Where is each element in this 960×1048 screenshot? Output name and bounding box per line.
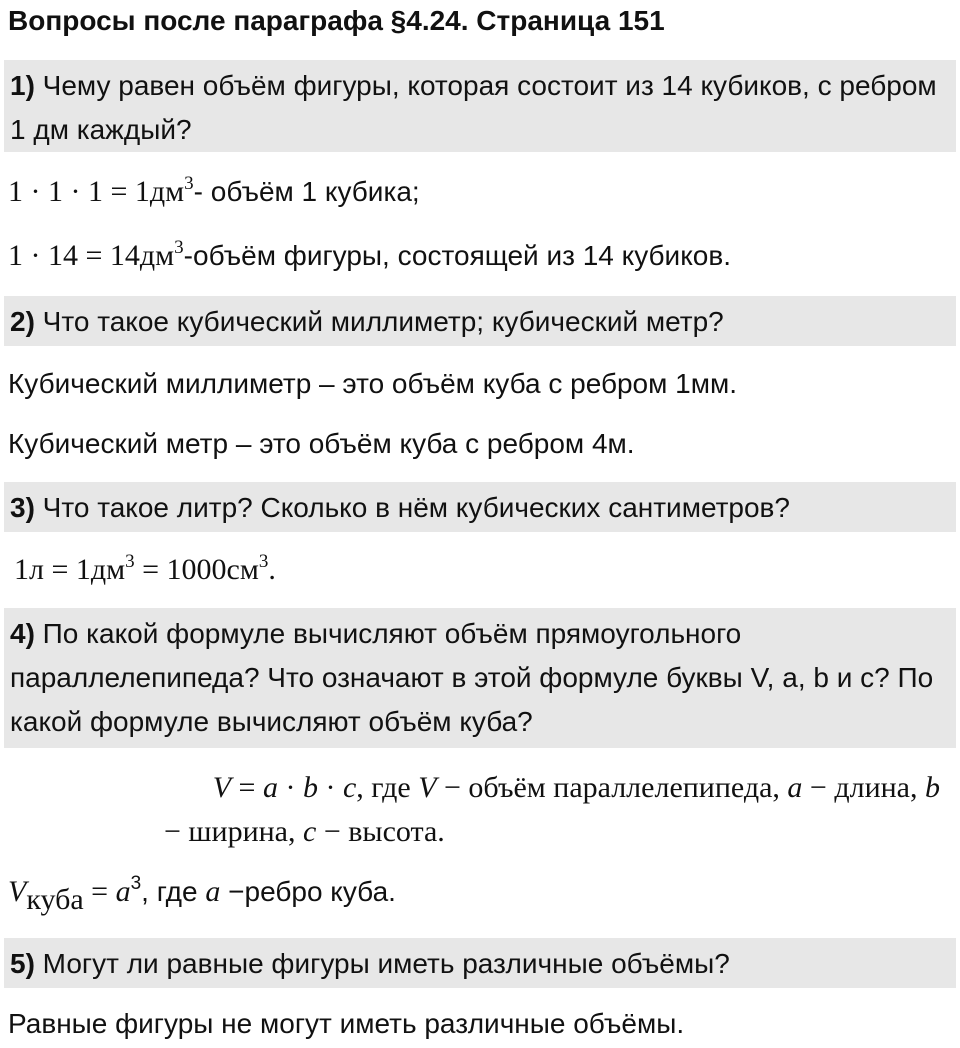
question-1 xyxy=(4,60,956,152)
question-text: Могут ли равные фигуры иметь различные объёмы? xyxy=(34,948,730,979)
question-number: 2) xyxy=(10,306,35,337)
question-2 xyxy=(4,296,956,346)
answer-2-line-2: Кубический метр – это объём куба с ребром 4м. xyxy=(8,428,635,459)
math-expression: $1 \cdot 14 = 14дм^3$ xyxy=(8,237,184,272)
answer-text: - объём 1 кубика; xyxy=(193,176,420,207)
question-5 xyxy=(4,938,956,988)
formula-row-2: − ширина, c − высота. xyxy=(164,815,445,848)
parallelepiped-volume-formula xyxy=(20,766,940,854)
answer-2-line-1: Кубический миллиметр – это объём куба с ребром 1мм. xyxy=(8,368,738,399)
answer-1-line-1 xyxy=(8,172,420,212)
question-number: 3) xyxy=(10,492,35,523)
question-text: По какой формуле вычисляют объём прямоугольного параллелепипеда? Что означают в этой формуле буквы V, a, b и c? По какой формуле вычисляют объём куба? xyxy=(10,618,934,737)
question-number: 5) xyxy=(10,948,35,979)
question-text: Чему равен объём фигуры, которая состоит из 14 кубиков, с ребром 1 дм каждый? xyxy=(10,70,937,145)
answer-3-formula xyxy=(14,550,276,590)
question-4 xyxy=(4,608,956,748)
question-number: 4) xyxy=(10,618,35,649)
page-title: Вопросы после параграфа §4.24. Страница 151 xyxy=(8,5,665,36)
formula-row-1: V = a · b · c, где V − объём параллелепипеда, a − длина, b xyxy=(212,771,940,804)
answer-1-line-2 xyxy=(8,236,731,276)
question-number: 1) xyxy=(10,70,35,101)
question-text: Что такое литр? Сколько в нём кубических сантиметров? xyxy=(34,492,791,523)
cube-volume-formula: $V_{куба} = a^3$, где a −ребро куба. xyxy=(8,873,396,916)
question-text: Что такое кубический миллиметр; кубический метр? xyxy=(34,306,724,337)
answer-5: Равные фигуры не могут иметь различные объёмы. xyxy=(8,1008,685,1039)
question-3 xyxy=(4,482,956,532)
math-expression: $1л = 1дм^3 = 1000см^3$. xyxy=(14,551,276,586)
math-expression: $1 \cdot 1 \cdot 1 = 1дм^3$ xyxy=(8,173,194,208)
answer-text: -объём фигуры, состоящей из 14 кубиков. xyxy=(183,240,731,271)
